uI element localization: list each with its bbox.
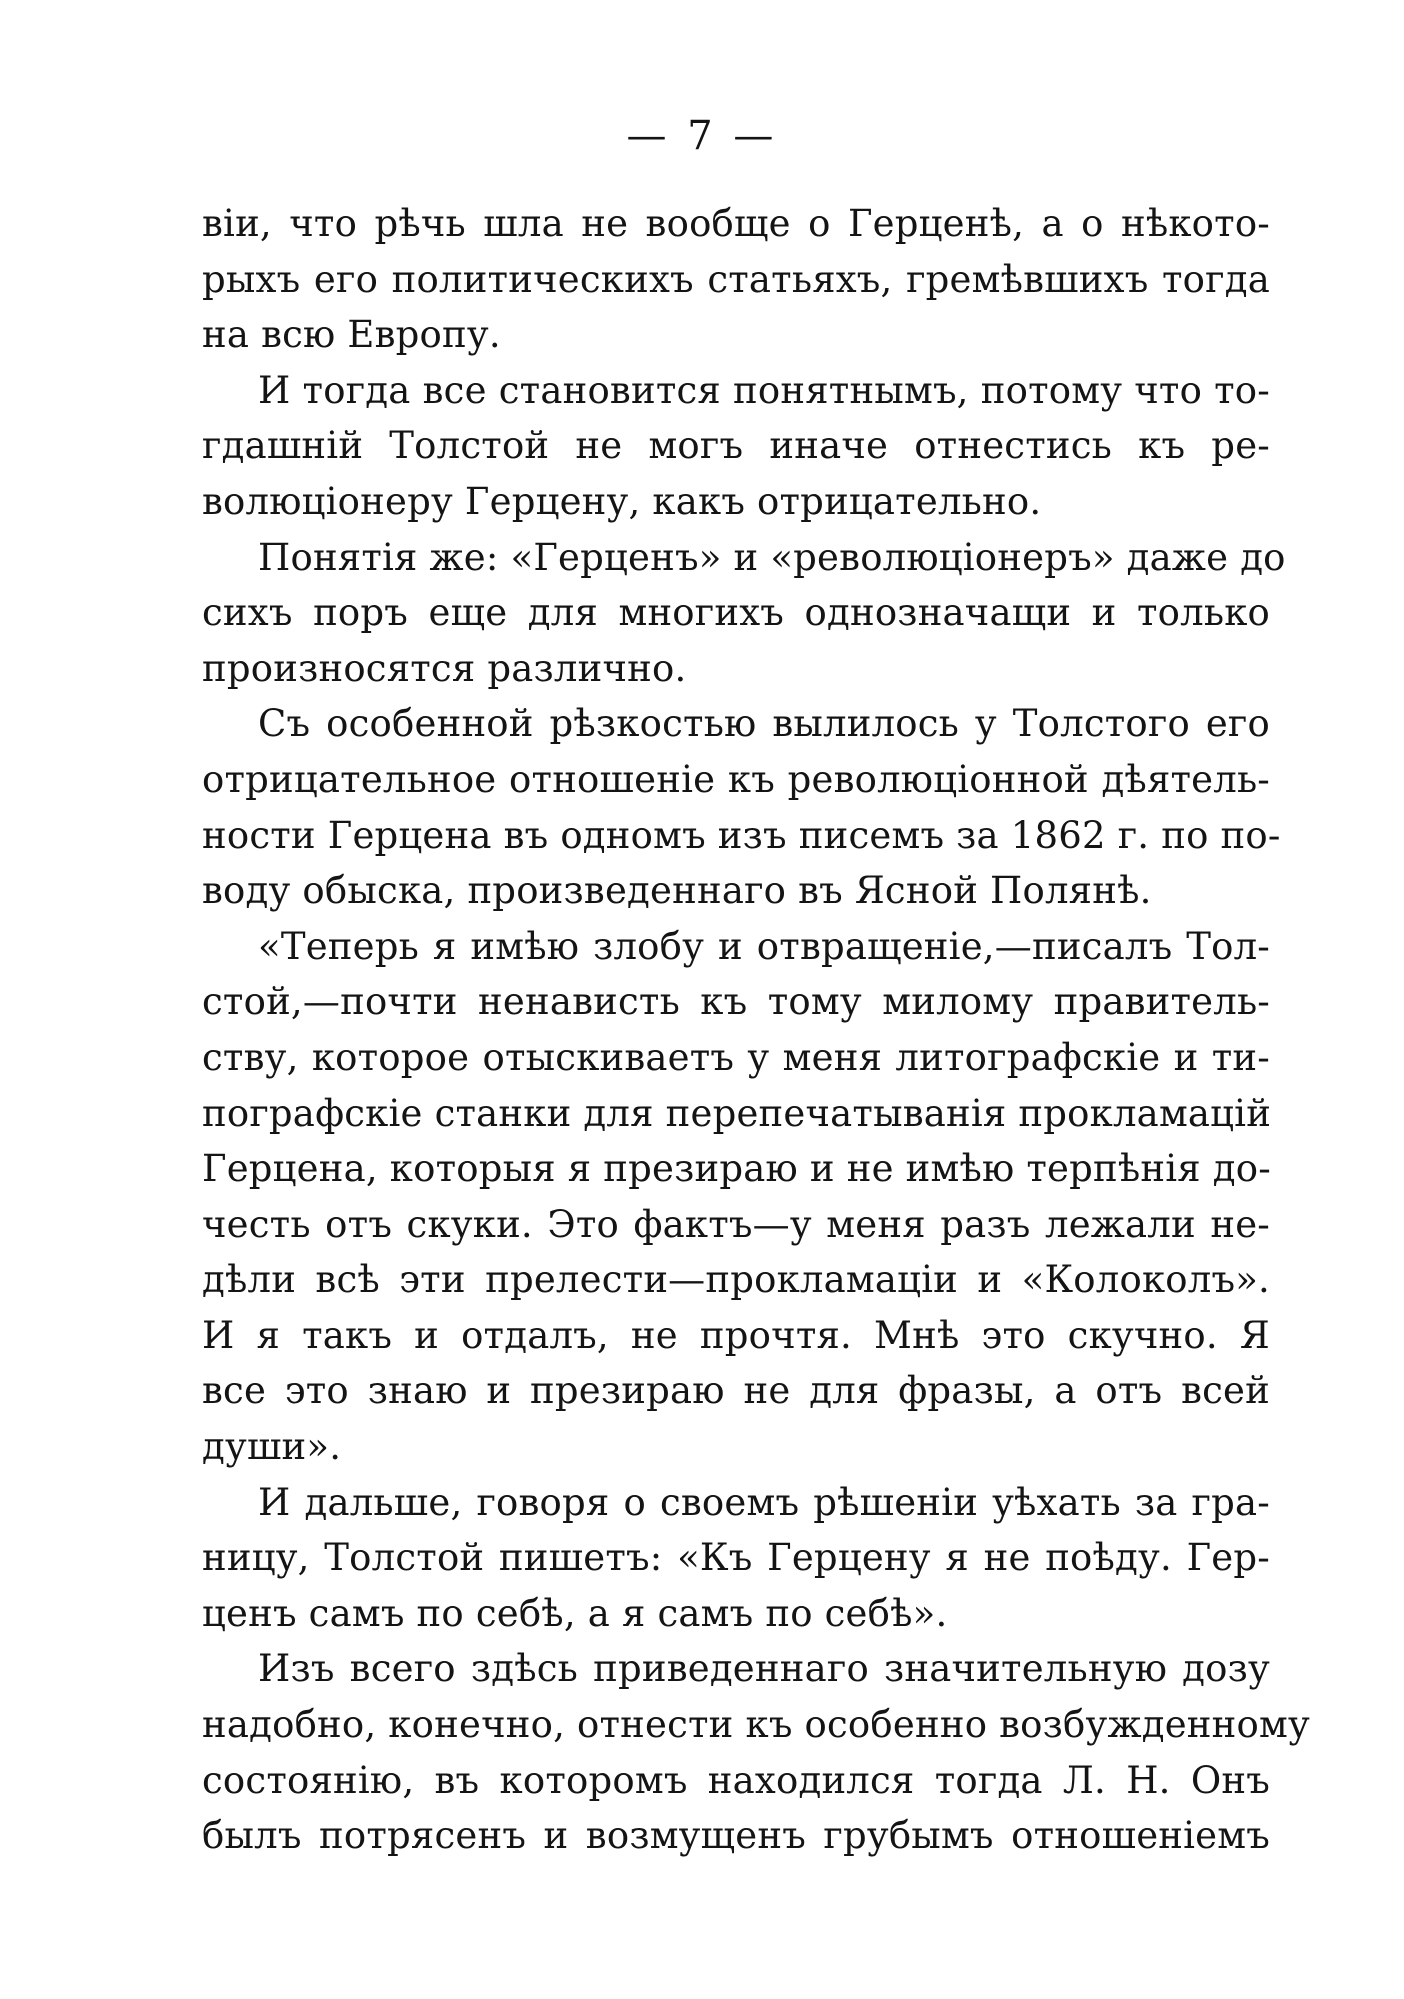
text-line: И дальше, говоря о своемъ рѣшенiи уѣхать за гра- xyxy=(258,1480,1270,1524)
paragraph xyxy=(202,919,1270,1475)
text-line: сихъ поръ еще для многихъ однозначащи и только xyxy=(202,591,1270,635)
paragraph xyxy=(202,1475,1270,1642)
paragraph xyxy=(202,530,1286,697)
page-body xyxy=(202,196,1310,1864)
text-line: Понятiя же: «Герценъ» и «революцiонеръ» даже до xyxy=(258,535,1286,579)
paragraph xyxy=(202,196,1270,363)
text-line: волюцiонеру Герцену, какъ отрицательно. xyxy=(202,479,1042,523)
text-line: Герцена, которыя я презираю и не имѣю терпѣнiя до- xyxy=(202,1147,1271,1191)
paragraph xyxy=(202,1641,1310,1863)
page-number: — 7 — xyxy=(626,113,778,159)
text-line: ству, которое отыскиваетъ у меня литографскiе и ти- xyxy=(202,1035,1270,1079)
text-line: рыхъ его политическихъ статьяхъ, гремѣвшихъ тогда xyxy=(202,257,1270,301)
text-line: надобно, конечно, отнести къ особенно возбужденному xyxy=(202,1703,1310,1747)
text-line: ценъ самъ по себѣ, а я самъ по себѣ». xyxy=(202,1591,948,1635)
text-line: на всю Европу. xyxy=(202,313,501,357)
text-line: пографскiе станки для перепечатыванiя прокламацiй xyxy=(202,1091,1272,1135)
text-line: честь отъ скуки. Это фактъ—у меня разъ лежали не- xyxy=(202,1202,1270,1246)
text-line: дѣли всѣ эти прелести—прокламацiи и «Колоколъ». xyxy=(202,1258,1270,1302)
text-line: души». xyxy=(202,1425,342,1469)
text-line: былъ потрясенъ и возмущенъ грубымъ отношенiемъ xyxy=(202,1814,1270,1858)
text-line: вiи, что рѣчь шла не вообще о Герценѣ, а о нѣкото- xyxy=(202,202,1270,245)
text-line: воду обыска, произведеннаго въ Ясной Полянѣ. xyxy=(202,869,1152,913)
text-line: Съ особенной рѣзкостью вылилось у Толстого его xyxy=(258,702,1270,746)
text-line: ности Герцена въ одномъ изъ писемъ за 1862 г. по по- xyxy=(202,813,1281,857)
text-line: стой,—почти ненависть къ тому милому правитель- xyxy=(202,980,1270,1024)
text-line: И тогда все становится понятнымъ, потому что то- xyxy=(258,368,1270,412)
paragraph xyxy=(202,696,1281,918)
text-line: гдашнiй Толстой не могъ иначе отнестись къ ре- xyxy=(202,424,1270,468)
text-line: произносятся различно. xyxy=(202,646,687,690)
text-line: И я такъ и отдалъ, не прочтя. Мнѣ это скучно. Я xyxy=(202,1313,1270,1357)
text-line: ницу, Толстой пишетъ: «Къ Герцену я не поѣду. Гер- xyxy=(202,1536,1270,1580)
text-line: все это знаю и презираю не для фразы, а отъ всей xyxy=(202,1369,1270,1413)
text-line: «Теперь я имѣю злобу и отвращенiе,—писалъ Тол- xyxy=(258,924,1270,968)
text-line: отрицательное отношенiе къ революцiонной дѣятель- xyxy=(202,757,1270,801)
text-line: Изъ всего здѣсь приведеннаго значительную дозу xyxy=(258,1647,1270,1691)
text-line: состоянiю, въ которомъ находился тогда Л. Н. Онъ xyxy=(202,1758,1270,1802)
paragraph xyxy=(202,363,1270,530)
